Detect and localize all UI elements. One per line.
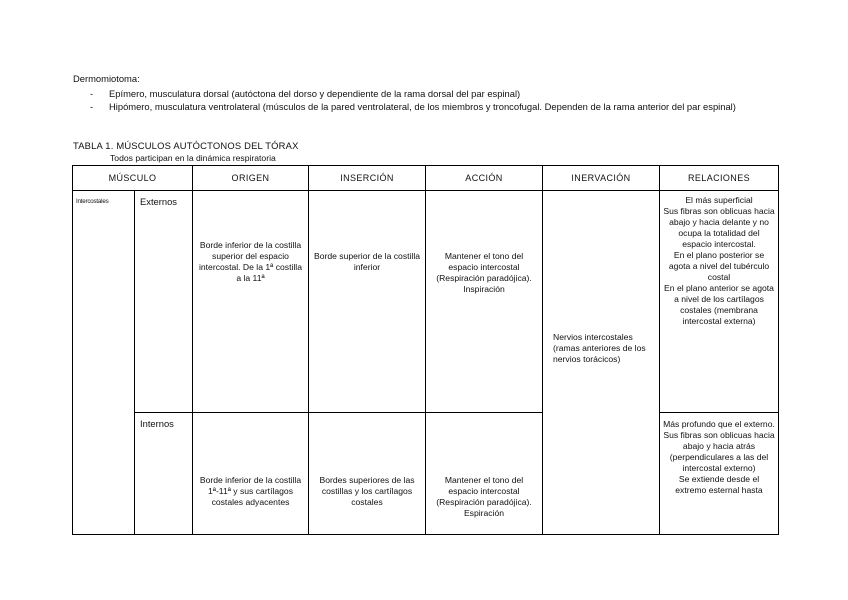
- inervacion-text: Nervios intercostales (ramas anteriores de los nervios torácicos): [553, 332, 646, 364]
- origen-internos: [193, 413, 309, 535]
- bullet-text: Hipómero, musculatura ventrolateral (músculos de la pared ventrolateral, de los miembros y troncofugal. Dependen de la rama anterior del par espinal): [109, 101, 736, 112]
- bullet-text: Epímero, musculatura dorsal (autóctona del dorso y dependiente de la rama dorsal del par espinal): [109, 88, 521, 99]
- insercion-text: Bordes superiores de las costillas y los cartílagos costales: [319, 475, 415, 507]
- accion-internos: [426, 413, 543, 535]
- muscles-table: [72, 165, 779, 535]
- bullet-marker: -: [90, 88, 94, 99]
- relaciones-internos: [660, 413, 779, 535]
- muscle-group-name: Intercostales: [73, 191, 135, 535]
- accion-text: Mantener el tono del espacio intercostal (Respiración paradójica). Espiración: [436, 475, 532, 518]
- accion-externos: [426, 191, 543, 413]
- header-musculo: MÚSCULO: [73, 166, 193, 191]
- table-header-row: [73, 166, 779, 191]
- origen-text: Borde inferior de la costilla superior del espacio intercostal. De la 1ª costilla a la 11ª: [198, 240, 302, 283]
- header-origen: ORIGEN: [193, 166, 309, 191]
- muscle-name-internos: Internos: [135, 413, 193, 535]
- table-subtitle: Todos participan en la dinámica respiratoria: [110, 153, 276, 163]
- relaciones-text: Más profundo que el externo. Sus fibras son oblicuas hacia abajo y hacia atrás (perpendiculares a las del intercostal externo) Se extiende desde el extremo esternal hasta: [663, 419, 775, 495]
- relaciones-text: El más superficial Sus fibras son oblicuas hacia abajo y hacia delante y no ocupa la totalidad del espacio intercostal. En el plano posterior se agota a nivel del tubérculo costal En el plano anterior se agota a nivel de los cartílagos costales (membrana intercostal externa): [663, 195, 775, 326]
- bullet-epimero: [73, 87, 783, 100]
- header-accion: ACCIÓN: [426, 166, 543, 191]
- bullet-hipomero: [73, 100, 783, 113]
- accion-text: Mantener el tono del espacio intercostal (Respiración paradójica). Inspiración: [436, 251, 532, 294]
- relaciones-externos: [660, 191, 779, 413]
- bullet-marker: -: [90, 101, 94, 112]
- table-row-externos: [73, 191, 779, 413]
- inervacion-shared: [543, 191, 660, 535]
- header-insercion: INSERCIÓN: [309, 166, 426, 191]
- muscle-name-externos: Externos: [135, 191, 193, 413]
- header-inervacion: INERVACIÓN: [543, 166, 660, 191]
- intro-bullet-list: [73, 87, 783, 113]
- table-title: TABLA 1. MÚSCULOS AUTÓCTONOS DEL TÓRAX: [73, 140, 299, 151]
- header-relaciones: RELACIONES: [660, 166, 779, 191]
- insercion-internos: [309, 413, 426, 535]
- insercion-text: Borde superior de la costilla inferior: [313, 251, 421, 272]
- table-row-internos: [73, 413, 779, 535]
- insercion-externos: [309, 191, 426, 413]
- intro-section: [73, 72, 783, 113]
- intro-heading: Dermomiotoma:: [73, 73, 140, 84]
- origen-externos: [193, 191, 309, 413]
- origen-text: Borde inferior de la costilla 1ª-11ª y sus cartílagos costales adyacentes: [199, 475, 302, 507]
